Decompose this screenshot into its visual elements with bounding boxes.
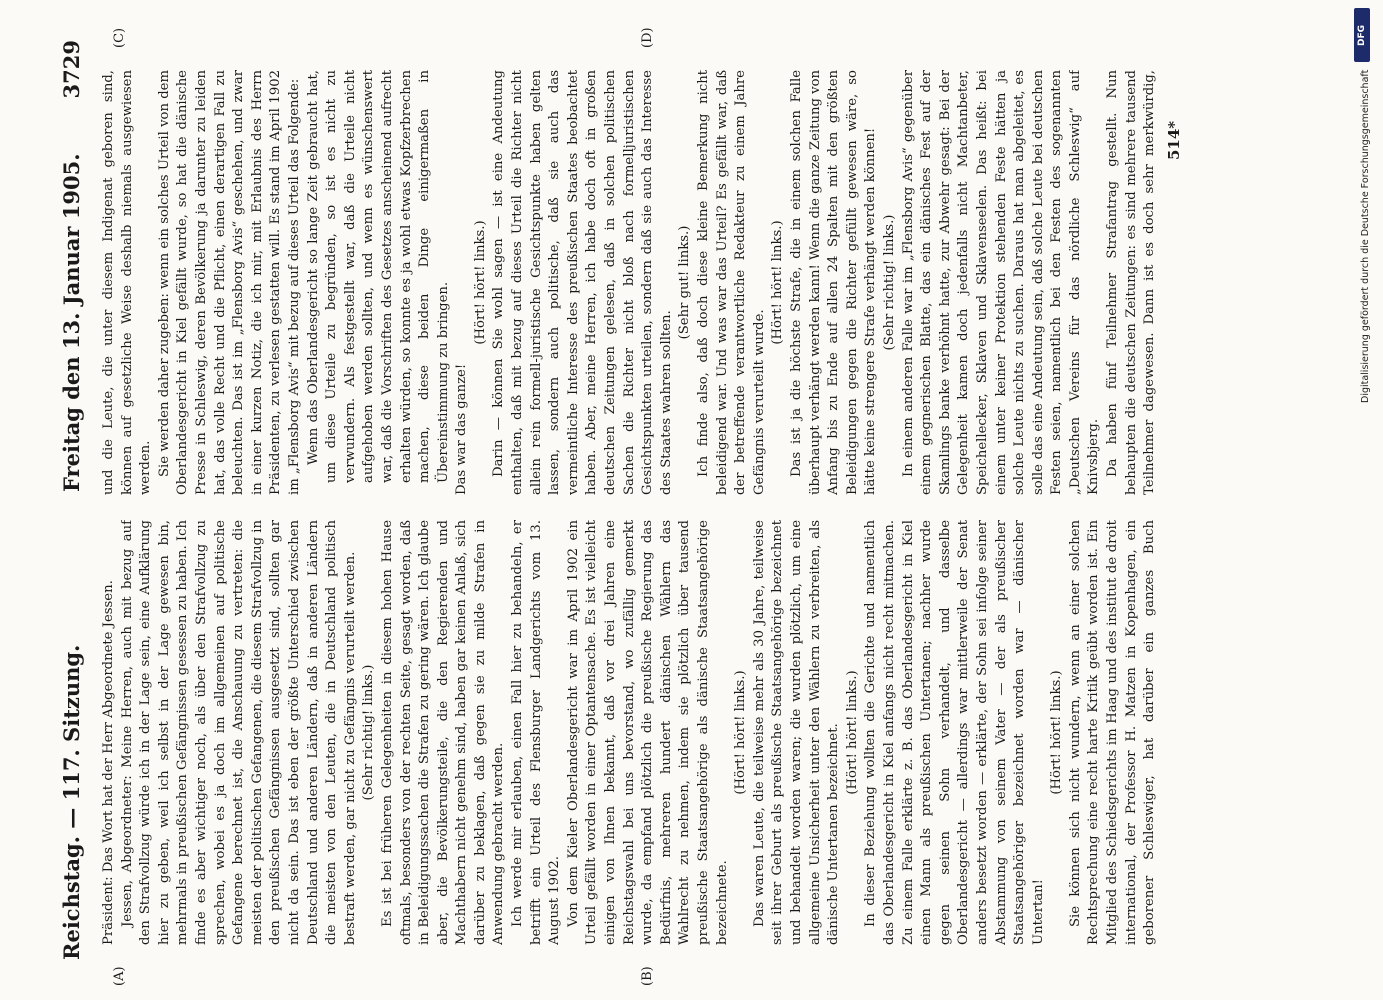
- interjection: (Sehr richtig! links.): [361, 664, 377, 801]
- margin-marker-b: (B): [640, 966, 655, 986]
- dfg-logo-text: DFG: [1357, 24, 1367, 46]
- speaker-paragraph: Präsident: Das Wort hat der Herr Abgeordnete Jessen.: [101, 580, 116, 945]
- column-right: [100, 70, 1160, 495]
- paragraph: Jessen, Abgeordneter: Meine Herren, auch mit bezug auf den Strafvollzug würde ich in der Lage sein, eine Aufklärung hier zu geben, weil ich selbst in der Lage gewesen bin, mehrmals in preußischen Gefängnissen gesessen zu haben. Ich finde es aber wichtiger noch, als über den Strafvollzug zu sprechen, wobei es ja doch im allgemeinen auf politische Gefangene berechnet ist, die Anschauung zu vertreten: die meisten der politischen Gefangenen, die diesem Strafvollzug in den preußischen Gefängnissen ausgesetzt sind, sollten gar nicht da sein. Das ist eben der größte Unterschied zwischen Deutschland und anderen Ländern, daß in anderen Ländern die meisten von den Leuten, die in Deutschland politisch bestraft werden, gar nicht zu Gefängnis verurteilt werden.: [119, 520, 358, 945]
- paragraph: Das waren Leute, die teilweise mehr als 30 Jahre, teilweise seit ihrer Geburt als preußische Staatsangehörige bezeichnet und behandelt worden waren; die wurden plötzlich, um eine allgemeine Unsicherheit unter den Wählern zu verbreiten, als dänische Untertanen bezeichnet.: [751, 520, 842, 945]
- paragraph: Darin — können Sie wohl sagen — ist eine Andeutung enthalten, daß mit bezug auf dieses Urteil die Richter nicht allein rein formell-juristische Gesichtspunkte haben gelten lassen, sondern auch politische, daß sie auch das vermeintliche Interesse des preußischen Staates beobachtet haben. Aber, meine Herren, ich habe doch oft in großen deutschen Zeitungen gelesen, daß in solchen politischen Sachen die Richter nicht bloß nach formelljuristischen Gesichtspunkten urteilen, sondern daß sie auch das Interesse des Staates wahren sollten.: [491, 70, 674, 495]
- quotation: Wenn das Oberlandesgericht so lange Zeit gebraucht hat, um diese Urteile zu begründen, so ist es nicht zu verwundern. Als festgestellt war, daß die Urteile nicht aufgehoben werden sollten, und wenn es wünschenswert war, daß die Vorschriften des Gesetzes anscheinend aufrecht erhalten würden, so konnte es ja wohl etwas Kopfzerbrechen machen, diese beiden Dinge einigermaßen in Übereinstimmung zu bringen.: [305, 70, 451, 483]
- paragraph: Das ist ja die höchste Strafe, die in einem solchen Falle überhaupt verhängt werden kann! Wenn die ganze Zeitung von Anfang bis zu Ende auf allen 24 Spalten mit den größten Beleidigungen gegen die Richter gefüllt gewesen wäre, so hätte keine strengere Strafe verhängt werden können!: [788, 70, 879, 495]
- paragraph: und die Leute, die unter diesem Indigenat geboren sind, können auf gesetzliche Weise deshalb niemals ausgewiesen werden.: [101, 70, 154, 495]
- margin-marker-c: (C): [112, 27, 127, 48]
- interjection: (Hört! hört! links.): [472, 220, 488, 345]
- paragraph: Es ist bei früheren Gelegenheiten in diesem hohen Hause oftmals, besonders von der rechten Seite, gesagt worden, daß in Beleidigungssachen die Strafen zu gering wären. Ich glaube aber, die Bevölkerungsteile, die den Regierenden und Machthabern nicht genehm sind, haben gar keinen Anlaß, sich darüber zu beklagen, daß gegen sie zu milde Strafen in Anwendung gebracht werden.: [379, 520, 507, 945]
- interjection: (Hört! hört! links.): [844, 670, 860, 795]
- margin-marker-a: (A): [112, 966, 127, 986]
- header-page-number: 3729: [59, 40, 84, 99]
- header-left: Reichstag. — 117. Sitzung.: [59, 644, 84, 960]
- header-date: Freitag den 13. Januar 1905.: [59, 153, 84, 492]
- paragraph: In dieser Beziehung wollten die Gerichte und namentlich das Oberlandesgericht in Kiel anfangs nicht recht mitmachen. Zu einem Falle erklärte z. B. das Oberlandesgericht in Kiel einen Mann als preußischen Untertanen; nachher wurde gegen seinen Sohn verhandelt, und dasselbe Oberlandesgericht — allerdings war mittlerweile der Senat anders besetzt worden — erklärte, der Sohn sei infolge seiner Abstammung von seinem Vater — der als preußischer Staatsangehöriger bezeichnet worden war — dänischer Untertan!: [863, 520, 1046, 945]
- interjection: (Hört! hört! links.): [770, 220, 786, 345]
- paragraph: Da haben fünf Teilnehmer Strafantrag gestellt. Nun behaupten die deutschen Zeitungen: es sind mehrere tausend Teilnehmer dagewesen. Dann ist es doch sehr merkwürdig,: [1105, 70, 1158, 495]
- paragraph: Ich finde also, daß doch diese kleine Bemerkung nicht beleidigend war. Und was war das Urteil? Es gefällt war, daß der betreffende verantwortliche Redakteur zu einem Jahre Gefängnis verurteilt wurde.: [696, 70, 767, 495]
- interjection: (Hört! hört! links.): [1049, 670, 1065, 795]
- interjection: (Hört! hört! links.): [733, 670, 749, 795]
- paragraph: Sie können sich nicht wundern, wenn an einer solchen Rechtsprechung eine recht harte Kritik geübt worden ist. Ein Mitglied des Schiedsgerichts im Haag und des institut de droit international, der Professor H. Matzen in Kopenhagen, ein geborener Schleswiger, hat darüber ein ganzes Buch: [1067, 520, 1158, 945]
- paragraph: In einem anderen Falle war im „Flensborg Avis“ gegenüber einem gegnerischen Blatte, das ein dänisches Fest auf der Skamlings banke verhöhnt hatte, zur Abwehr gesagt: Bei der Gelegenheit kamen doch jedenfalls nicht Machtanbeter, Speichellecker, Sklaven und Sklavenseelen. Das heißt: bei einem unter keiner Protektion stehenden Feste hätten ja solche Leute nichts zu suchen. Daraus hat man abgeleitet, es solle das eine Andeutung sein, daß solche Leute bei deutschen Festen seien, namentlich bei den Festen des sogenannten „Deutschen Vereins für das nördliche Schleswig“ auf Knivsbjerg.: [900, 70, 1102, 495]
- digitization-credit: Digitalisierung gefördert durch die Deutsche Forschungsgemeinschaft: [1360, 70, 1371, 404]
- column-left: [100, 520, 1160, 945]
- paragraph: Das war das ganze!: [454, 363, 470, 495]
- interjection: (Sehr richtig! links.): [881, 214, 897, 351]
- footer-page-number: 514*: [1165, 120, 1183, 160]
- paragraph: Ich werde mir erlauben, einen Fall hier zu behandeln, er betrifft ein Urteil des Flensburger Landgerichts vom 13. August 1902.: [510, 520, 563, 945]
- paragraph: Von dem Kieler Oberlandesgericht war im April 1902 ein Urteil gefällt worden in einer Optantensache. Es ist vielleicht einigen von Ihnen bekannt, daß vor drei Jahren eine Reichstagswahl bei uns bevorstand, wo zufällig gemerkt wurde, da empfand plötzlich die preußische Regierung das Bedürfnis, mehreren hundert dänischen Wählern das Wahlrecht zu nehmen, indem sie plötzlich über tausend preußische Staatsangehörige als dänische Staatsangehörige bezeichnete.: [565, 520, 730, 945]
- running-header: [55, 40, 95, 960]
- paragraph: Sie werden daher zugeben: wenn ein solches Urteil von dem Oberlandesgericht in Kiel gefällt wurde, so hat die dänische Presse in Schleswig, deren Bevölkerung ja darunter zu leiden hat, das volle Recht und die Pflicht, einen derartigen Fall zu beleuchten. Das ist im „Flensborg Avis“ geschehen, und zwar in einer kurzen Notiz, die ich mir, mit Erlaubnis des Herrn Präsidenten, zu verlesen gestatten will. Es stand im April 1902 im „Flensborg Avis“ mit bezug auf dieses Urteil das Folgende:: [156, 70, 302, 495]
- margin-marker-d: (D): [640, 27, 655, 48]
- digitization-sidebar: [1351, 0, 1379, 1000]
- interjection: (Sehr gut! links.): [677, 225, 693, 340]
